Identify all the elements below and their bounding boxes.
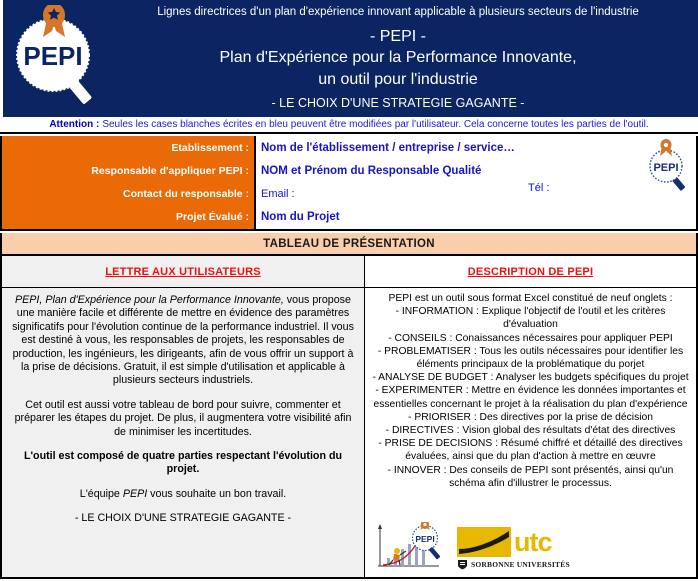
- field-etablissement[interactable]: Nom de l'établissement / entreprise / service…: [261, 141, 515, 154]
- label-projet: Projet Évalué :: [176, 211, 249, 224]
- field-responsable[interactable]: NOM et Prénom du Responsable Qualité: [261, 164, 482, 177]
- description-item: - INFORMATION : Explique l'objectif de l'outil et les critères d'évaluation: [395, 306, 666, 331]
- identification-values: [256, 136, 696, 229]
- description-item: - ANALYSE DE BUDGET : Analyser les budgets spécifiques du projet: [372, 372, 689, 384]
- description-column-header: [365, 256, 696, 288]
- identification-labels: [2, 136, 256, 229]
- svg-text:PEPI: PEPI: [653, 162, 679, 174]
- letter-paragraph-5: - LE CHOIX D'UNE STRATEGIE GAGANTE -: [74, 512, 292, 525]
- footer-logos: [365, 490, 696, 577]
- header-title: [103, 26, 693, 91]
- description-column-header-text: DESCRIPTION DE PEPI: [467, 265, 594, 278]
- letter-p4-a: L'équipe: [79, 487, 123, 500]
- svg-text:PEPI: PEPI: [415, 534, 435, 544]
- letter-column: [2, 256, 365, 577]
- letter-body: [2, 288, 364, 537]
- presentation-table: [0, 256, 698, 579]
- letter-p4-b: vous souhaite un bon travail.: [147, 487, 287, 500]
- label-responsable: Responsable d'appliquer PEPI :: [91, 164, 249, 177]
- letter-paragraph-4: [12, 488, 354, 501]
- letter-p1-rest: vous propose une manière facile et différente de mettre en évidence des paramètres significatifs pour l'évolution continue de la performance industriel. Il vous est destiné à vous, les responsables de projets, les responsables de production, les ingénieurs, les dirigeants, afin de vous offrir un support à la prise de décisions. Gratuit, il est simple d'utilisation et applicable à plusieurs secteurs industriels.: [12, 294, 354, 387]
- letter-column-header: [2, 256, 364, 288]
- field-email[interactable]: Email :: [261, 188, 295, 201]
- table-title: TABLEAU DE PRÉSENTATION: [0, 233, 698, 256]
- description-item: - PRIORISER : Des directives por la prise de décision: [408, 411, 653, 423]
- pepi-logo-small-icon: [644, 139, 692, 193]
- description-intro: PEPI est un outil sous format Excel constitué de neuf onglets :: [388, 293, 673, 304]
- description-body: [365, 288, 696, 490]
- utc-wordmark: utc: [514, 526, 552, 557]
- utc-mark-icon: [457, 527, 511, 557]
- letter-column-header-text: LETTRE AUX UTILISATEURS: [105, 265, 261, 278]
- description-item: - PRISE DE DECISIONS : Résumé chiffré et détaillé des directives évaluées, ainsi que du plan d'action à mettre en œuvre: [378, 438, 683, 463]
- field-telephone[interactable]: Tél :: [528, 182, 550, 194]
- label-etablissement: Etablissement :: [171, 141, 249, 154]
- letter-paragraph-3: L'outil est composé de quatre parties respectant l'évolution du projet.: [23, 450, 343, 476]
- sorbonne-shield-icon: [457, 559, 468, 570]
- svg-text:PEPI: PEPI: [23, 41, 83, 71]
- attention-bar: [0, 117, 698, 134]
- title-banner: [0, 0, 698, 117]
- header-title-line2: Plan d'Expérience pour la Performance Innovante,: [219, 49, 577, 66]
- header-subtitle: Lignes directrices d'un plan d'expérience innovant applicable à plusieurs secteurs de l'industrie: [157, 6, 639, 18]
- header-title-line1: - PEPI -: [369, 28, 426, 45]
- description-item: - PROBLEMATISER : Tous les outils nécessaires pour identifier les éléments principaux de la problématique du porjet: [377, 345, 684, 371]
- identification-block: [0, 136, 698, 231]
- attention-text: Seules les cases blanches écrites en bleu peuvent être modifiées par l'utilisateur. Cela concerne toutes les parties de l'outil.: [102, 119, 649, 130]
- letter-paragraph-2: Cet outil est aussi votre tableau de bord pour suivre, commenter et préparer les étapes du projet. De plus, il augmentera votre visibilité afin de minimiser les incertitudes.: [14, 398, 352, 438]
- header-title-line3: un outil pour l'industrie: [318, 71, 478, 88]
- description-item: - CONSEILS : Conaissances nécessaires pour appliquer PEPI: [388, 332, 673, 344]
- utc-sorbonne-logo: [457, 526, 589, 572]
- description-item: - INNOVER : Des conseils de PEPI sont présentés, ainsi qu'un schéma afin d'illustrer le processus.: [387, 464, 674, 489]
- attention-label: Attention :: [49, 119, 100, 130]
- header-tagline: - LE CHOIX D'UNE STRATEGIE GAGANTE -: [271, 96, 525, 110]
- letter-p4-emphasis: PEPI: [122, 487, 148, 500]
- description-item: - EXPERIMENTER : Mettre en évidence les données importantes et essentielles concernant le projet à la réalisation du plan d'expérience: [373, 385, 688, 410]
- letter-p1-emphasis: PEPI, Plan d'Expérience pour la Performance Innovante,: [15, 294, 284, 306]
- pepi-growth-chart-icon: [373, 522, 445, 574]
- field-projet[interactable]: Nom du Projet: [261, 211, 340, 224]
- letter-paragraph-1: [12, 294, 354, 388]
- description-column: [365, 256, 696, 577]
- description-item: - DIRECTIVES : Vision global des résultats d'état des directives: [385, 425, 676, 437]
- sorbonne-universites-text: SORBONNE UNIVERSITÉS: [471, 560, 570, 569]
- pepi-logo-icon: [11, 5, 103, 113]
- label-contact: Contact du responsable :: [122, 188, 249, 201]
